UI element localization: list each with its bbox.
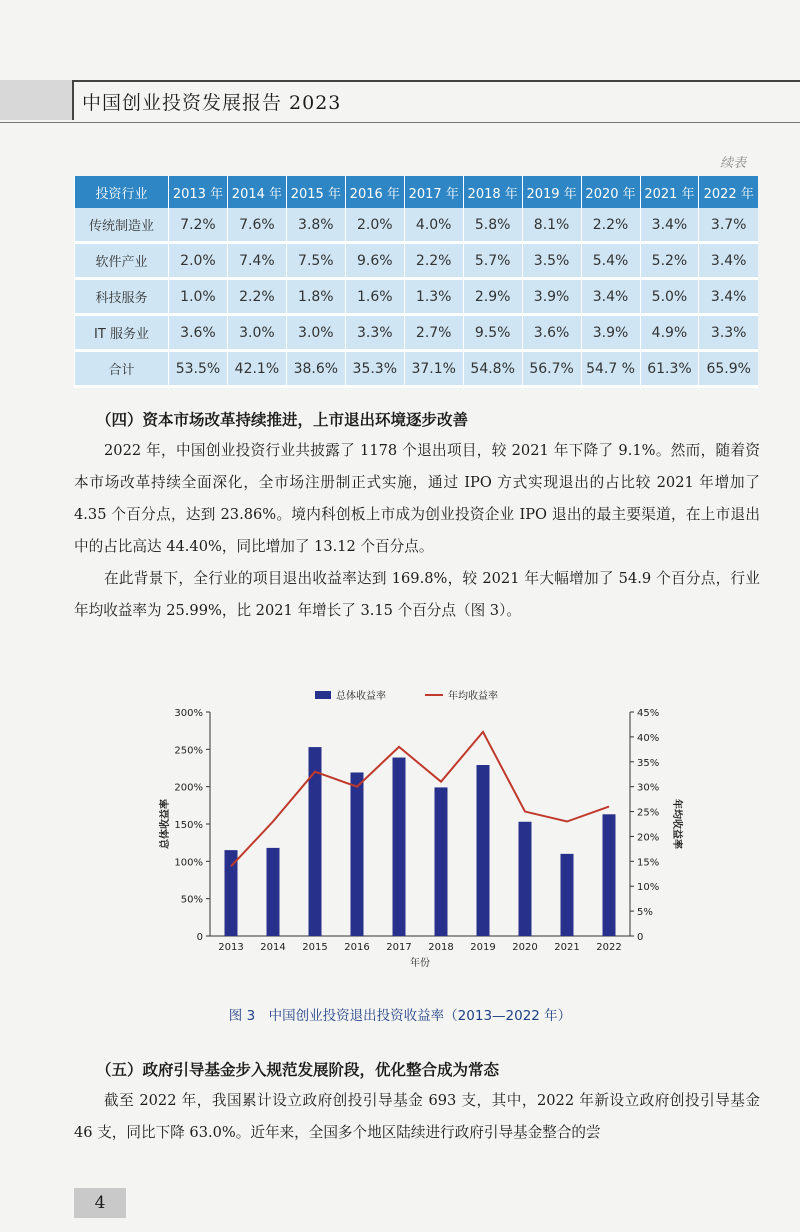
x-tick-label: 2020 xyxy=(512,942,538,953)
legend-swatch-bar xyxy=(315,691,331,699)
table-row xyxy=(75,315,759,351)
table-cell: 2.2% xyxy=(581,208,640,243)
y-axis-title-right: 年均收益率 xyxy=(671,799,682,849)
x-axis-title: 年份 xyxy=(410,958,430,969)
table-cell: 4.0% xyxy=(404,208,463,243)
table-cell: 3.4% xyxy=(581,279,640,315)
table-header-cell: 2020 年 xyxy=(581,176,640,208)
section-4-heading: （四）资本市场改革持续推进，上市退出环境逐步改善 xyxy=(96,411,469,429)
section-5-paragraph-1: 截至 2022 年，我国累计设立政府创投引导基金 693 支，其中，2022 年新设立政府创投引导基金 46 支，同比下降 63.0%。近年来，全国多个地区陆续进行政府引导基金整合的尝 xyxy=(74,1092,760,1141)
returns-chart xyxy=(150,680,682,980)
bar xyxy=(267,848,280,936)
y-tick-label-left: 200% xyxy=(174,782,203,794)
section-4-paragraph-2: 在此背景下，全行业的项目退出收益率达到 169.8%，较 2021 年大幅增加了 54.9 个百分点，行业年均收益率为 25.99%，比 2021 年增长了 3.15 个百分点（图 3）。 xyxy=(74,570,760,619)
y-tick-label-left: 100% xyxy=(174,857,203,869)
table-cell: 8.1% xyxy=(522,208,581,243)
table-cell: 7.2% xyxy=(169,208,228,243)
bar xyxy=(225,850,238,936)
table-row-label: 合计 xyxy=(75,351,169,387)
y-tick-label-left: 250% xyxy=(174,745,203,757)
x-tick-label: 2021 xyxy=(554,942,580,953)
table-cell: 3.3% xyxy=(699,315,758,351)
table-cell: 3.4% xyxy=(699,279,758,315)
table-row xyxy=(75,351,759,387)
y-tick-label-left: 300% xyxy=(174,708,203,719)
table-header-cell: 2021 年 xyxy=(640,176,699,208)
table-row xyxy=(75,208,759,243)
table-cell: 42.1% xyxy=(227,351,286,387)
x-tick-label: 2018 xyxy=(428,942,454,953)
table-cell: 5.2% xyxy=(640,243,699,279)
table-cell: 37.1% xyxy=(404,351,463,387)
table-header-cell: 2015 年 xyxy=(286,176,345,208)
table-cell: 3.5% xyxy=(522,243,581,279)
table-cell: 53.5% xyxy=(169,351,228,387)
table-cell: 38.6% xyxy=(286,351,345,387)
table-row xyxy=(75,279,759,315)
running-header-title: 中国创业投资发展报告 2023 xyxy=(82,92,342,114)
table-cell: 3.4% xyxy=(640,208,699,243)
y-tick-label-right: 30% xyxy=(637,782,660,794)
legend-label-bar: 总体收益率 xyxy=(336,691,386,702)
table-cell: 7.5% xyxy=(286,243,345,279)
table-cell: 3.4% xyxy=(699,243,758,279)
table-cell: 3.7% xyxy=(699,208,758,243)
table-header-cell: 2016 年 xyxy=(345,176,404,208)
page-number: 4 xyxy=(74,1188,126,1218)
y-tick-label-right: 5% xyxy=(637,907,653,919)
table-cell: 3.6% xyxy=(522,315,581,351)
y-tick-label-left: 0 xyxy=(196,932,203,943)
y-tick-label-right: 0 xyxy=(637,932,644,943)
y-tick-label-right: 15% xyxy=(637,857,660,869)
bar xyxy=(561,854,574,936)
table-row-label: 科技服务 xyxy=(75,279,169,315)
y-tick-label-right: 40% xyxy=(637,732,660,744)
table-cell: 54.7 % xyxy=(581,351,640,387)
bar xyxy=(519,822,532,936)
table-header-cell: 2019 年 xyxy=(522,176,581,208)
table-cell: 2.0% xyxy=(345,208,404,243)
x-tick-label: 2017 xyxy=(386,942,412,953)
table-cell: 2.2% xyxy=(404,243,463,279)
table-cell: 3.0% xyxy=(227,315,286,351)
table-cell: 3.0% xyxy=(286,315,345,351)
y-tick-label-right: 20% xyxy=(637,832,660,844)
table-header-row xyxy=(75,176,759,208)
x-tick-label: 2016 xyxy=(344,942,370,953)
table-row-label: IT 服务业 xyxy=(75,315,169,351)
figure-caption: 图 3 中国创业投资退出投资收益率（2013—2022 年） xyxy=(228,1008,572,1024)
table-cell: 1.6% xyxy=(345,279,404,315)
table-cell: 2.2% xyxy=(227,279,286,315)
table-cell: 3.8% xyxy=(286,208,345,243)
bar xyxy=(477,765,490,936)
legend-label-line: 年均收益率 xyxy=(448,691,498,702)
line-series xyxy=(231,732,609,866)
x-tick-label: 2014 xyxy=(260,942,286,953)
table-header-cell: 2017 年 xyxy=(404,176,463,208)
x-tick-label: 2015 xyxy=(302,942,328,953)
table-cell: 7.4% xyxy=(227,243,286,279)
y-tick-label-right: 10% xyxy=(637,882,660,894)
table-cell: 56.7% xyxy=(522,351,581,387)
table-cell: 9.6% xyxy=(345,243,404,279)
table-cell: 35.3% xyxy=(345,351,404,387)
industry-table xyxy=(74,176,758,388)
table-cell: 1.0% xyxy=(169,279,228,315)
y-tick-label-right: 25% xyxy=(637,807,660,819)
table-header-cell: 2018 年 xyxy=(463,176,522,208)
y-tick-label-right: 35% xyxy=(637,757,660,769)
table-cell: 5.0% xyxy=(640,279,699,315)
table-continued-label: 续表 xyxy=(720,156,747,171)
y-tick-label-left: 150% xyxy=(174,820,203,831)
table-cell: 65.9% xyxy=(699,351,758,387)
table-cell: 1.8% xyxy=(286,279,345,315)
table-cell: 1.3% xyxy=(404,279,463,315)
header-tab xyxy=(0,80,74,120)
table-cell: 2.9% xyxy=(463,279,522,315)
table-cell: 61.3% xyxy=(640,351,699,387)
table-row-label: 软件产业 xyxy=(75,243,169,279)
table-cell: 54.8% xyxy=(463,351,522,387)
table-header-cell: 2013 年 xyxy=(169,176,228,208)
table-header-cell: 2014 年 xyxy=(227,176,286,208)
bar xyxy=(603,814,616,936)
section-5-heading: （五）政府引导基金步入规范发展阶段，优化整合成为常态 xyxy=(96,1061,500,1079)
table-cell: 3.6% xyxy=(169,315,228,351)
bar xyxy=(435,787,448,936)
returns-chart-svg xyxy=(150,680,682,980)
table-cell: 3.9% xyxy=(522,279,581,315)
table-cell: 4.9% xyxy=(640,315,699,351)
y-axis-title-left: 总体收益率 xyxy=(160,799,171,849)
table-cell: 3.9% xyxy=(581,315,640,351)
table-cell: 2.0% xyxy=(169,243,228,279)
table-header-cell: 2022 年 xyxy=(699,176,758,208)
table-cell: 3.3% xyxy=(345,315,404,351)
bar xyxy=(351,772,364,936)
table-row xyxy=(75,243,759,279)
y-tick-label-left: 50% xyxy=(180,894,203,906)
x-tick-label: 2013 xyxy=(218,942,244,953)
bar xyxy=(393,758,406,936)
table-row-label: 传统制造业 xyxy=(75,208,169,243)
x-tick-label: 2019 xyxy=(470,942,496,953)
table-cell: 9.5% xyxy=(463,315,522,351)
table-header-cell: 投资行业 xyxy=(75,176,169,208)
table-cell: 5.7% xyxy=(463,243,522,279)
bar xyxy=(309,747,322,936)
table-cell: 2.7% xyxy=(404,315,463,351)
table-cell: 5.4% xyxy=(581,243,640,279)
section-4-paragraph-1: 2022 年，中国创业投资行业共披露了 1178 个退出项目，较 2021 年下降了 9.1%。然而，随着资本市场改革持续全面深化，全市场注册制正式实施，通过 IPO 方式实现退出的占比较 2021 年增加了 4.35 个百分点，达到 23.86%。境内科创板上市成为创业投资企业 IPO 退出的最主要渠道，在上市退出中的占比高达 44.40%，同比增加了 13.12 个百分点。 xyxy=(74,442,760,555)
table-cell: 5.8% xyxy=(463,208,522,243)
table-cell: 7.6% xyxy=(227,208,286,243)
x-tick-label: 2022 xyxy=(596,942,622,953)
y-tick-label-right: 45% xyxy=(637,708,660,719)
